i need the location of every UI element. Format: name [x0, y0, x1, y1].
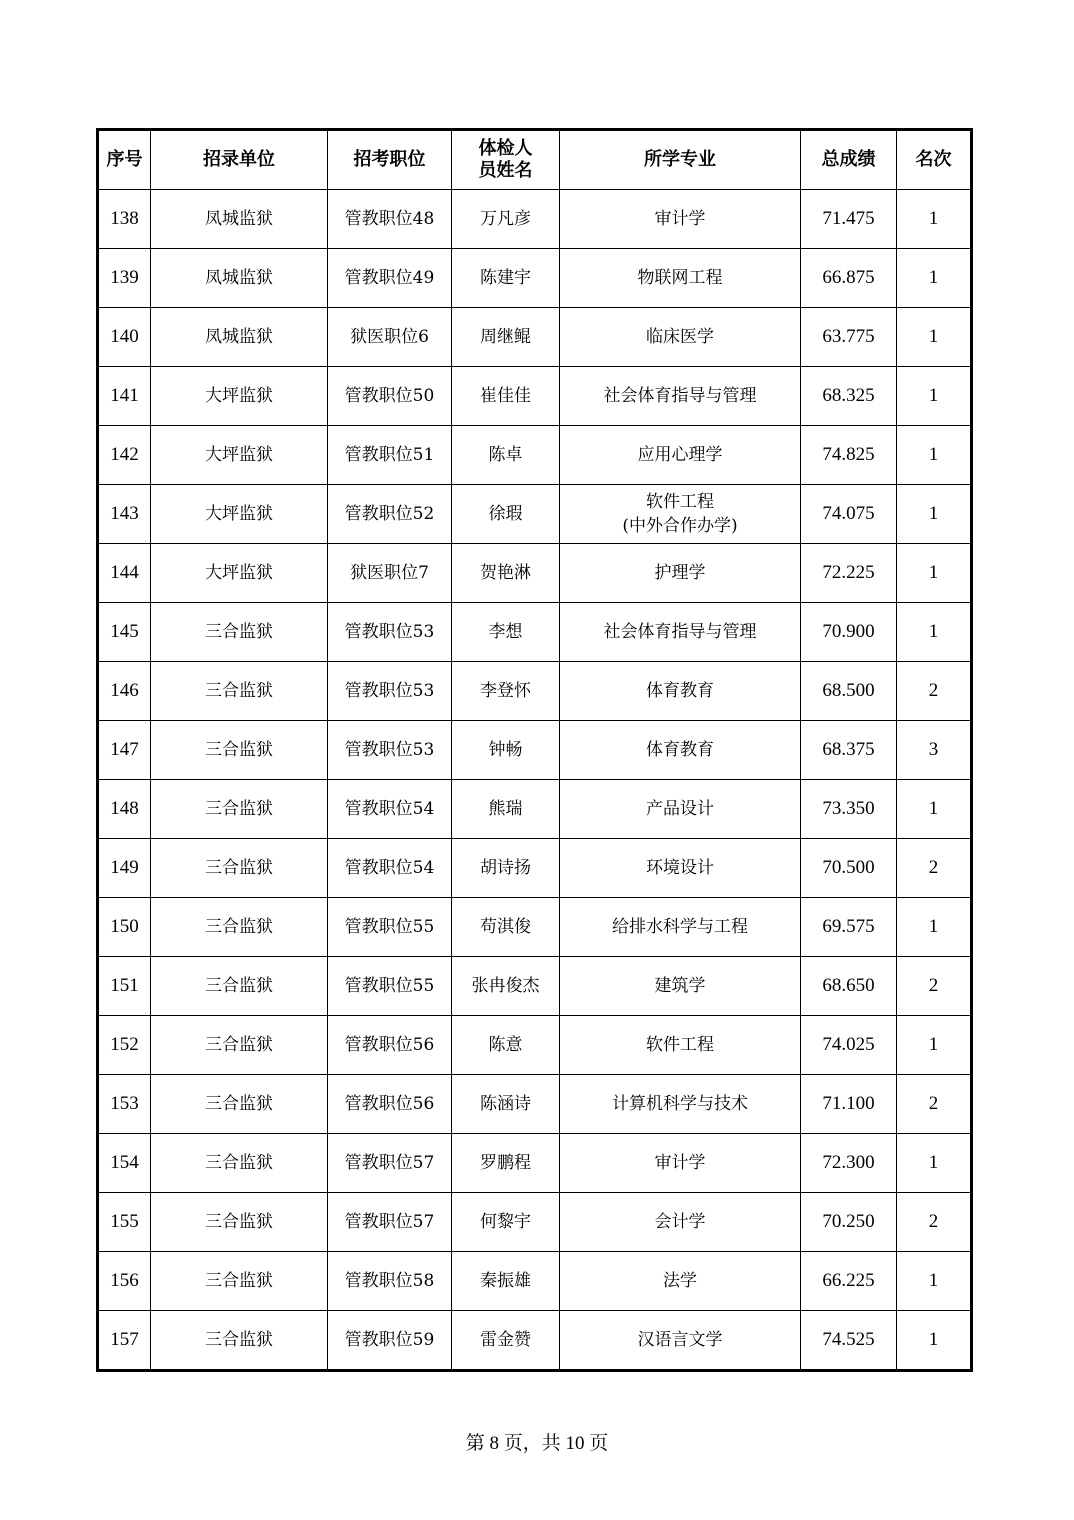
cell-seq: 150	[98, 898, 151, 957]
cell-name: 何黎宇	[452, 1193, 560, 1252]
cell-position: 管教职位52	[328, 485, 452, 544]
cell-major	[560, 957, 801, 1016]
cell-major	[560, 367, 801, 426]
cell-name: 陈意	[452, 1016, 560, 1075]
cell-seq: 145	[98, 603, 151, 662]
cell-score: 74.025	[801, 1016, 897, 1075]
header-rank: 名次	[897, 130, 972, 190]
header-name	[452, 130, 560, 190]
cell-major	[560, 1075, 801, 1134]
cell-rank: 1	[897, 780, 972, 839]
cell-score: 71.475	[801, 190, 897, 249]
cell-score: 68.325	[801, 367, 897, 426]
table-row	[98, 780, 972, 839]
cell-major-line: 应用心理学	[637, 445, 723, 465]
header-unit: 招录单位	[151, 130, 328, 190]
table-row	[98, 1134, 972, 1193]
cell-position: 狱医职位7	[328, 544, 452, 603]
table-row	[98, 957, 972, 1016]
cell-position: 管教职位59	[328, 1311, 452, 1371]
cell-seq: 142	[98, 426, 151, 485]
cell-unit: 三合监狱	[151, 1134, 328, 1193]
cell-score: 68.650	[801, 957, 897, 1016]
table-row	[98, 249, 972, 308]
cell-name: 罗鹏程	[452, 1134, 560, 1193]
cell-name: 万凡彦	[452, 190, 560, 249]
cell-rank: 1	[897, 603, 972, 662]
cell-major	[560, 426, 801, 485]
cell-major-line: 社会体育指导与管理	[603, 622, 757, 642]
cell-unit: 三合监狱	[151, 957, 328, 1016]
cell-rank: 1	[897, 1016, 972, 1075]
cell-major-line: 法学	[663, 1271, 697, 1291]
cell-position: 管教职位54	[328, 780, 452, 839]
cell-position: 管教职位53	[328, 662, 452, 721]
cell-major	[560, 1193, 801, 1252]
cell-unit: 三合监狱	[151, 1193, 328, 1252]
cell-name: 钟畅	[452, 721, 560, 780]
cell-seq: 140	[98, 308, 151, 367]
cell-name: 周继鲲	[452, 308, 560, 367]
cell-position: 管教职位50	[328, 367, 452, 426]
cell-seq: 144	[98, 544, 151, 603]
cell-seq: 157	[98, 1311, 151, 1371]
cell-major	[560, 603, 801, 662]
table-row	[98, 662, 972, 721]
cell-rank: 1	[897, 308, 972, 367]
header-position: 招考职位	[328, 130, 452, 190]
cell-rank: 2	[897, 1193, 972, 1252]
cell-major-line: 汉语言文学	[637, 1330, 723, 1350]
cell-major	[560, 249, 801, 308]
cell-seq: 153	[98, 1075, 151, 1134]
cell-seq: 155	[98, 1193, 151, 1252]
table-row	[98, 190, 972, 249]
cell-major-line: 环境设计	[646, 858, 714, 878]
cell-score: 74.075	[801, 485, 897, 544]
cell-name: 熊瑞	[452, 780, 560, 839]
cell-rank: 1	[897, 367, 972, 426]
cell-unit: 三合监狱	[151, 721, 328, 780]
cell-unit: 大坪监狱	[151, 544, 328, 603]
cell-position: 管教职位57	[328, 1193, 452, 1252]
cell-major	[560, 1252, 801, 1311]
cell-major-line: 建筑学	[654, 976, 706, 996]
cell-unit: 三合监狱	[151, 603, 328, 662]
cell-unit: 三合监狱	[151, 898, 328, 957]
cell-position: 管教职位56	[328, 1075, 452, 1134]
cell-unit: 凤城监狱	[151, 190, 328, 249]
cell-position: 管教职位49	[328, 249, 452, 308]
cell-major	[560, 780, 801, 839]
cell-position: 管教职位48	[328, 190, 452, 249]
cell-name: 胡诗扬	[452, 839, 560, 898]
page-footer: 第 8 页，共 10 页	[465, 1433, 609, 1454]
table-row	[98, 1075, 972, 1134]
cell-position: 管教职位55	[328, 898, 452, 957]
cell-seq: 143	[98, 485, 151, 544]
cell-major-line: 会计学	[654, 1212, 706, 1232]
cell-position: 管教职位54	[328, 839, 452, 898]
cell-seq: 149	[98, 839, 151, 898]
cell-score: 68.500	[801, 662, 897, 721]
cell-unit: 三合监狱	[151, 839, 328, 898]
cell-rank: 2	[897, 1075, 972, 1134]
cell-major-line: 审计学	[654, 209, 706, 229]
cell-score: 74.525	[801, 1311, 897, 1371]
table-row	[98, 721, 972, 780]
cell-unit: 大坪监狱	[151, 485, 328, 544]
cell-seq: 152	[98, 1016, 151, 1075]
cell-score: 70.500	[801, 839, 897, 898]
cell-rank: 1	[897, 190, 972, 249]
cell-score: 63.775	[801, 308, 897, 367]
cell-position: 管教职位55	[328, 957, 452, 1016]
table-row	[98, 1193, 972, 1252]
cell-name: 李登怀	[452, 662, 560, 721]
cell-score: 72.225	[801, 544, 897, 603]
cell-name: 李想	[452, 603, 560, 662]
table-row	[98, 1016, 972, 1075]
cell-major	[560, 485, 801, 544]
cell-unit: 三合监狱	[151, 1016, 328, 1075]
cell-rank: 1	[897, 544, 972, 603]
cell-seq: 156	[98, 1252, 151, 1311]
cell-unit: 三合监狱	[151, 662, 328, 721]
table-row	[98, 485, 972, 544]
cell-rank: 2	[897, 662, 972, 721]
table-row	[98, 1252, 972, 1311]
cell-seq: 146	[98, 662, 151, 721]
cell-position: 管教职位56	[328, 1016, 452, 1075]
cell-major-line: (中外合作办学)	[622, 516, 738, 536]
header-seq: 序号	[98, 130, 151, 190]
cell-rank: 1	[897, 485, 972, 544]
cell-major-line: 社会体育指导与管理	[603, 386, 757, 406]
cell-seq: 148	[98, 780, 151, 839]
cell-unit: 凤城监狱	[151, 249, 328, 308]
cell-unit: 三合监狱	[151, 1075, 328, 1134]
cell-major-line: 体育教育	[646, 740, 714, 760]
cell-rank: 1	[897, 249, 972, 308]
cell-rank: 1	[897, 1134, 972, 1193]
cell-name: 陈涵诗	[452, 1075, 560, 1134]
table-row	[98, 367, 972, 426]
header-name-line1: 体检人	[478, 138, 533, 159]
cell-score: 66.875	[801, 249, 897, 308]
cell-score: 69.575	[801, 898, 897, 957]
cell-name: 陈卓	[452, 426, 560, 485]
cell-major-line: 软件工程	[646, 1035, 714, 1055]
cell-major-line: 体育教育	[646, 681, 714, 701]
header-name-line2: 员姓名	[478, 160, 533, 181]
cell-unit: 三合监狱	[151, 780, 328, 839]
cell-score: 71.100	[801, 1075, 897, 1134]
cell-score: 68.375	[801, 721, 897, 780]
cell-position: 管教职位58	[328, 1252, 452, 1311]
cell-position: 管教职位53	[328, 603, 452, 662]
cell-major-line: 护理学	[654, 563, 706, 583]
cell-seq: 151	[98, 957, 151, 1016]
table-row	[98, 839, 972, 898]
header-row	[98, 130, 972, 190]
cell-major	[560, 898, 801, 957]
cell-name: 徐瑕	[452, 485, 560, 544]
cell-score: 74.825	[801, 426, 897, 485]
cell-rank: 1	[897, 426, 972, 485]
cell-unit: 大坪监狱	[151, 367, 328, 426]
cell-name: 崔佳佳	[452, 367, 560, 426]
cell-major-line: 物联网工程	[637, 268, 723, 288]
cell-major	[560, 190, 801, 249]
table-row	[98, 1311, 972, 1371]
table-row	[98, 544, 972, 603]
cell-score: 73.350	[801, 780, 897, 839]
table-row	[98, 603, 972, 662]
cell-seq: 139	[98, 249, 151, 308]
cell-major-line: 给排水科学与工程	[612, 917, 748, 937]
cell-rank: 1	[897, 898, 972, 957]
cell-score: 70.250	[801, 1193, 897, 1252]
cell-major-line: 产品设计	[646, 799, 714, 819]
cell-unit: 三合监狱	[151, 1252, 328, 1311]
cell-major-line: 临床医学	[646, 327, 714, 347]
cell-rank: 1	[897, 1252, 972, 1311]
cell-name: 陈建宇	[452, 249, 560, 308]
cell-rank: 1	[897, 1311, 972, 1371]
cell-major-line: 审计学	[654, 1153, 706, 1173]
cell-major	[560, 1134, 801, 1193]
cell-position: 管教职位57	[328, 1134, 452, 1193]
cell-unit: 凤城监狱	[151, 308, 328, 367]
cell-score: 70.900	[801, 603, 897, 662]
cell-major	[560, 1016, 801, 1075]
cell-major	[560, 839, 801, 898]
cell-seq: 147	[98, 721, 151, 780]
cell-seq: 154	[98, 1134, 151, 1193]
header-score: 总成绩	[801, 130, 897, 190]
cell-rank: 2	[897, 839, 972, 898]
header-major: 所学专业	[560, 130, 801, 190]
table-row	[98, 308, 972, 367]
cell-name: 贺艳淋	[452, 544, 560, 603]
cell-name: 苟淇俊	[452, 898, 560, 957]
cell-seq: 138	[98, 190, 151, 249]
cell-unit: 大坪监狱	[151, 426, 328, 485]
cell-position: 管教职位51	[328, 426, 452, 485]
cell-score: 66.225	[801, 1252, 897, 1311]
cell-major-line: 计算机科学与技术	[612, 1094, 748, 1114]
cell-major	[560, 1311, 801, 1371]
cell-position: 狱医职位6	[328, 308, 452, 367]
cell-rank: 3	[897, 721, 972, 780]
cell-position: 管教职位53	[328, 721, 452, 780]
results-table	[96, 128, 973, 1372]
cell-unit: 三合监狱	[151, 1311, 328, 1371]
cell-major	[560, 662, 801, 721]
table-row	[98, 898, 972, 957]
cell-rank: 2	[897, 957, 972, 1016]
cell-name: 秦振雄	[452, 1252, 560, 1311]
cell-name: 张冉俊杰	[452, 957, 560, 1016]
cell-major	[560, 308, 801, 367]
cell-major	[560, 721, 801, 780]
cell-major	[560, 544, 801, 603]
cell-name: 雷金赞	[452, 1311, 560, 1371]
cell-major-line: 软件工程	[646, 492, 714, 512]
table-row	[98, 426, 972, 485]
cell-score: 72.300	[801, 1134, 897, 1193]
cell-seq: 141	[98, 367, 151, 426]
